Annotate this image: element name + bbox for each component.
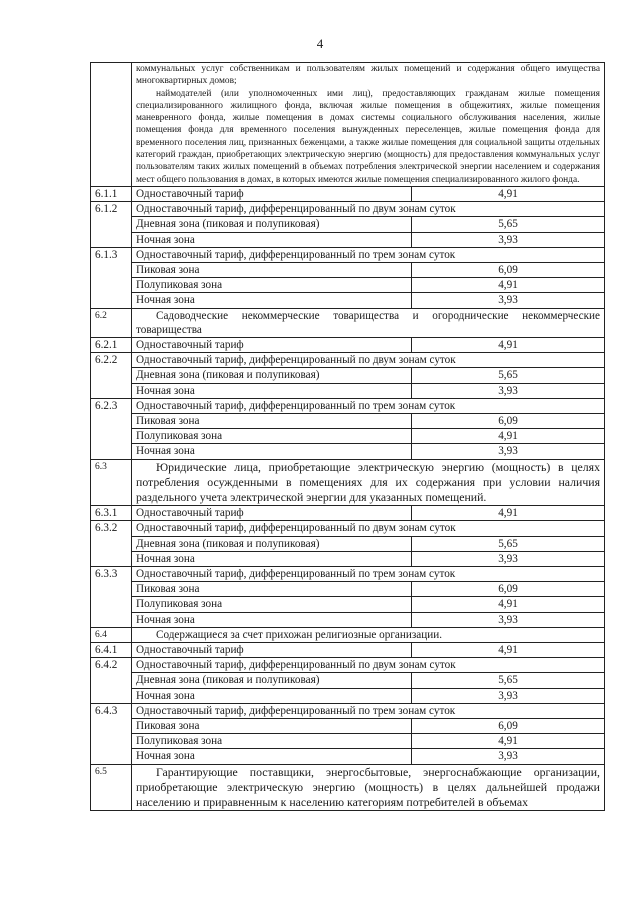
zone-row [91, 429, 605, 444]
intro-row [91, 63, 605, 187]
tariff-number: 6.2.2 [91, 353, 132, 399]
zone-row [91, 414, 605, 429]
tariff-row [91, 658, 605, 673]
zone-value: 4,91 [412, 278, 605, 293]
tariff-row [91, 247, 605, 262]
zone-label: Ночная зона [132, 749, 412, 764]
zone-row [91, 673, 605, 688]
tariff-label: Одноставочный тариф [132, 338, 412, 353]
tariff-number: 6.4.3 [91, 703, 132, 764]
zone-value: 5,65 [412, 536, 605, 551]
zone-row [91, 734, 605, 749]
section-heading-row [91, 764, 605, 811]
zone-row [91, 232, 605, 247]
zone-value: 4,91 [412, 734, 605, 749]
zone-label: Ночная зона [132, 612, 412, 627]
zone-label: Пиковая зона [132, 414, 412, 429]
zone-row [91, 536, 605, 551]
tariff-row [91, 353, 605, 368]
zone-label: Пиковая зона [132, 262, 412, 277]
zone-row [91, 444, 605, 459]
zone-value: 3,93 [412, 444, 605, 459]
tariff-label: Одноставочный тариф, дифференцированный по трем зонам суток [132, 398, 605, 413]
zone-label: Пиковая зона [132, 582, 412, 597]
tariff-number: 6.3.1 [91, 506, 132, 521]
zone-value: 3,93 [412, 293, 605, 308]
section-heading-row [91, 308, 605, 337]
zone-label: Дневная зона (пиковая и полупиковая) [132, 217, 412, 232]
zone-label: Ночная зона [132, 232, 412, 247]
zone-row [91, 217, 605, 232]
zone-value: 5,65 [412, 673, 605, 688]
zone-value: 4,91 [412, 597, 605, 612]
tariff-row [91, 186, 605, 201]
tariff-value: 4,91 [412, 186, 605, 201]
zone-label: Полупиковая зона [132, 429, 412, 444]
zone-value: 3,93 [412, 232, 605, 247]
tariff-label: Одноставочный тариф, дифференцированный по двум зонам суток [132, 658, 605, 673]
tariff-number: 6.2.3 [91, 398, 132, 459]
section-number: 6.5 [91, 764, 132, 811]
tariff-row [91, 567, 605, 582]
tariff-label: Одноставочный тариф, дифференцированный по трем зонам суток [132, 703, 605, 718]
tariff-value: 4,91 [412, 338, 605, 353]
zone-row [91, 582, 605, 597]
zone-value: 5,65 [412, 368, 605, 383]
tariff-row [91, 398, 605, 413]
tariff-label: Одноставочный тариф, дифференцированный по двум зонам суток [132, 353, 605, 368]
zone-value: 6,09 [412, 719, 605, 734]
zone-row [91, 278, 605, 293]
section-title: Садоводческие некоммерческие товарищества и огороднические некоммерческие товарищества [132, 308, 605, 337]
page-number: 4 [316, 36, 324, 51]
zone-value: 6,09 [412, 414, 605, 429]
section-number: 6.3 [91, 459, 132, 506]
zone-label: Ночная зона [132, 688, 412, 703]
zone-row [91, 262, 605, 277]
tariff-number: 6.4.1 [91, 643, 132, 658]
zone-row [91, 383, 605, 398]
tariff-row [91, 506, 605, 521]
tariff-row [91, 703, 605, 718]
intro-num-cell [91, 63, 132, 187]
intro-paragraph-1: коммунальных услуг собственникам и пользователям жилых помещений и содержания общего имущества многоквартирных домов; [136, 64, 600, 87]
zone-value: 6,09 [412, 582, 605, 597]
zone-row [91, 612, 605, 627]
tariff-number: 6.3.3 [91, 567, 132, 628]
tariff-label: Одноставочный тариф [132, 643, 412, 658]
tariff-value: 4,91 [412, 506, 605, 521]
zone-label: Ночная зона [132, 293, 412, 308]
tariff-row [91, 202, 605, 217]
zone-label: Ночная зона [132, 383, 412, 398]
zone-value: 3,93 [412, 612, 605, 627]
tariff-number: 6.3.2 [91, 521, 132, 567]
zone-value: 3,93 [412, 749, 605, 764]
intro-paragraph-2: наймодателей (или уполномоченных ими лиц), предоставляющих гражданам жилые помещения специализированного жилищного фонда, включая жилые помещения в общежитиях, жилые помещения маневренного фонда, жилые помещения в домах системы социального обслуживания населения, жилые помещения фонда для временного поселения вынужденных переселенцев, жилые помещения фонда для временного поселения лиц, признанных беженцами, а также жилые помещения для социальной защиты отдельных категорий граждан, приобретающих электрическую энергию (мощность) для предоставления коммунальных услуг пользователям таких жилых помещений в объемах потребления электрической энергии населением и содержания мест общего пользования в домах, в которых имеются жилые помещения специализированного жилого фонда. [136, 88, 600, 185]
zone-value: 4,91 [412, 429, 605, 444]
tariff-label: Одноставочный тариф [132, 186, 412, 201]
section-title: Юридические лица, приобретающие электрическую энергию (мощность) в целях потребления осужденными в помещениях для их содержания при условии наличия раздельного учета электрической энергии для указанных помещений. [132, 459, 605, 506]
zone-value: 3,93 [412, 551, 605, 566]
section-heading-row [91, 459, 605, 506]
tariff-value: 4,91 [412, 643, 605, 658]
section-heading-row [91, 627, 605, 642]
tariff-number: 6.1.2 [91, 202, 132, 248]
zone-label: Дневная зона (пиковая и полупиковая) [132, 536, 412, 551]
zone-label: Ночная зона [132, 444, 412, 459]
section-title: Содержащиеся за счет прихожан религиозные организации. [132, 627, 605, 642]
zone-row [91, 719, 605, 734]
section-title: Гарантирующие поставщики, энергосбытовые, энергоснабжающие организации, приобретающие электрическую энергию (мощность) в целях дальнейшей продажи населению и приравненным к населению категориям потребителей в объемах [132, 764, 605, 811]
zone-label: Дневная зона (пиковая и полупиковая) [132, 673, 412, 688]
tariff-label: Одноставочный тариф, дифференцированный по трем зонам суток [132, 247, 605, 262]
zone-row [91, 368, 605, 383]
zone-value: 3,93 [412, 688, 605, 703]
zone-row [91, 551, 605, 566]
tariff-label: Одноставочный тариф [132, 506, 412, 521]
zone-row [91, 293, 605, 308]
zone-label: Полупиковая зона [132, 734, 412, 749]
tariff-row [91, 643, 605, 658]
zone-label: Дневная зона (пиковая и полупиковая) [132, 368, 412, 383]
zone-value: 5,65 [412, 217, 605, 232]
zone-row [91, 597, 605, 612]
tariff-number: 6.2.1 [91, 338, 132, 353]
section-number: 6.4 [91, 627, 132, 642]
zone-row [91, 749, 605, 764]
tariff-table [90, 62, 605, 811]
zone-label: Пиковая зона [132, 719, 412, 734]
tariff-label: Одноставочный тариф, дифференцированный по двум зонам суток [132, 521, 605, 536]
zone-value: 3,93 [412, 383, 605, 398]
zone-row [91, 688, 605, 703]
tariff-row [91, 521, 605, 536]
intro-text-cell [132, 63, 605, 187]
tariff-row [91, 338, 605, 353]
tariff-label: Одноставочный тариф, дифференцированный по трем зонам суток [132, 567, 605, 582]
zone-value: 6,09 [412, 262, 605, 277]
tariff-number: 6.1.1 [91, 186, 132, 201]
tariff-number: 6.4.2 [91, 658, 132, 704]
tariff-label: Одноставочный тариф, дифференцированный по двум зонам суток [132, 202, 605, 217]
section-number: 6.2 [91, 308, 132, 337]
tariff-number: 6.1.3 [91, 247, 132, 308]
zone-label: Полупиковая зона [132, 278, 412, 293]
zone-label: Полупиковая зона [132, 597, 412, 612]
zone-label: Ночная зона [132, 551, 412, 566]
